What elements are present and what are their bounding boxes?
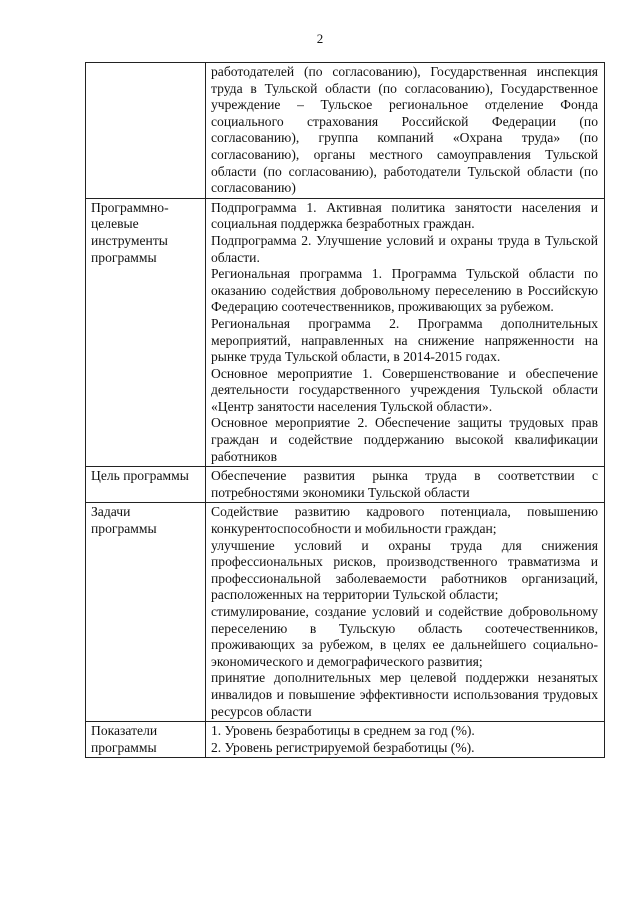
content-paragraph: Подпрограмма 2. Улучшение условий и охраны труда в Тульской области. [211, 232, 598, 265]
table-row-program-goal [86, 467, 605, 503]
content-paragraph: Основное мероприятие 1. Совершенствование и обеспечение деятельности государственного учреждения Тульской области «Центр занятости населения Тульской области». [211, 365, 598, 414]
content-paragraph: Региональная программа 2. Программа дополнительных мероприятий, направленных на снижение напряженности на рынке труда Тульской области, в 2014-2015 годах. [211, 315, 598, 365]
row-content [206, 63, 605, 199]
row-content [206, 198, 605, 467]
table-row-program-indicators [86, 722, 605, 758]
content-paragraph: Основное мероприятие 2. Обеспечение защиты трудовых прав граждан и содействие поддержанию высокой квалификации работников [211, 415, 598, 464]
table-row-program-tasks [86, 503, 605, 722]
row-content [206, 722, 605, 758]
page-number: 2 [316, 31, 324, 46]
row-label [86, 63, 206, 199]
content-paragraph: работодателей (по согласованию), Государственная инспекция труда в Тульской области (по согласованию), Государственное учреждение – Тульское региональное отделение Фонда социального страхования Российской Федерации (по согласованию), группа компаний «Охрана труда» (по согласованию), органы местного самоуправления Тульской области (по согласованию), работодатели Тульской области (по согласованию) [211, 64, 598, 196]
content-paragraph: 1. Уровень безработицы в среднем за год (%). [211, 723, 475, 739]
content-paragraph: улучшение условий и охраны труда для снижения профессиональных рисков, производственного травматизма и профессиональной заболеваемости работников организаций, расположенных на территории Тульской области; [211, 537, 598, 603]
content-paragraph: Региональная программа 1. Программа Тульской области по оказанию содействия добровольному переселению в Российскую Федерацию соотечественников, проживающих за рубежом. [211, 266, 598, 315]
table-row-program-instruments [86, 198, 605, 467]
content-paragraph: стимулирование, создание условий и содействие добровольному переселению в Тульскую область соотечественников, проживающих за рубежом, в целях ее дальнейшего социально-экономического и демографического развития; [211, 604, 598, 669]
table-row-participants-continued [86, 63, 605, 199]
row-label: Программно-целевые инструменты программы [86, 198, 206, 467]
content-paragraph: Обеспечение развития рынка труда в соответствии с потребностями экономики Тульской области [211, 468, 598, 500]
row-content [206, 503, 605, 722]
content-paragraph: Подпрограмма 1. Активная политика занятости населения и социальная поддержка безработных граждан. [211, 199, 598, 232]
row-label: Цель программы [86, 467, 206, 503]
content-paragraph: Содействие развитию кадрового потенциала, повышению конкурентоспособности и мобильности граждан; [211, 504, 598, 537]
row-label: Показатели программы [86, 722, 206, 758]
program-passport-table [85, 62, 605, 758]
content-paragraph: 2. Уровень регистрируемой безработицы (%). [211, 739, 475, 755]
row-label: Задачи программы [86, 503, 206, 722]
row-content [206, 467, 605, 503]
content-paragraph: принятие дополнительных мер целевой поддержки незанятых инвалидов и повышение эффективности использования трудовых ресурсов области [211, 670, 598, 719]
